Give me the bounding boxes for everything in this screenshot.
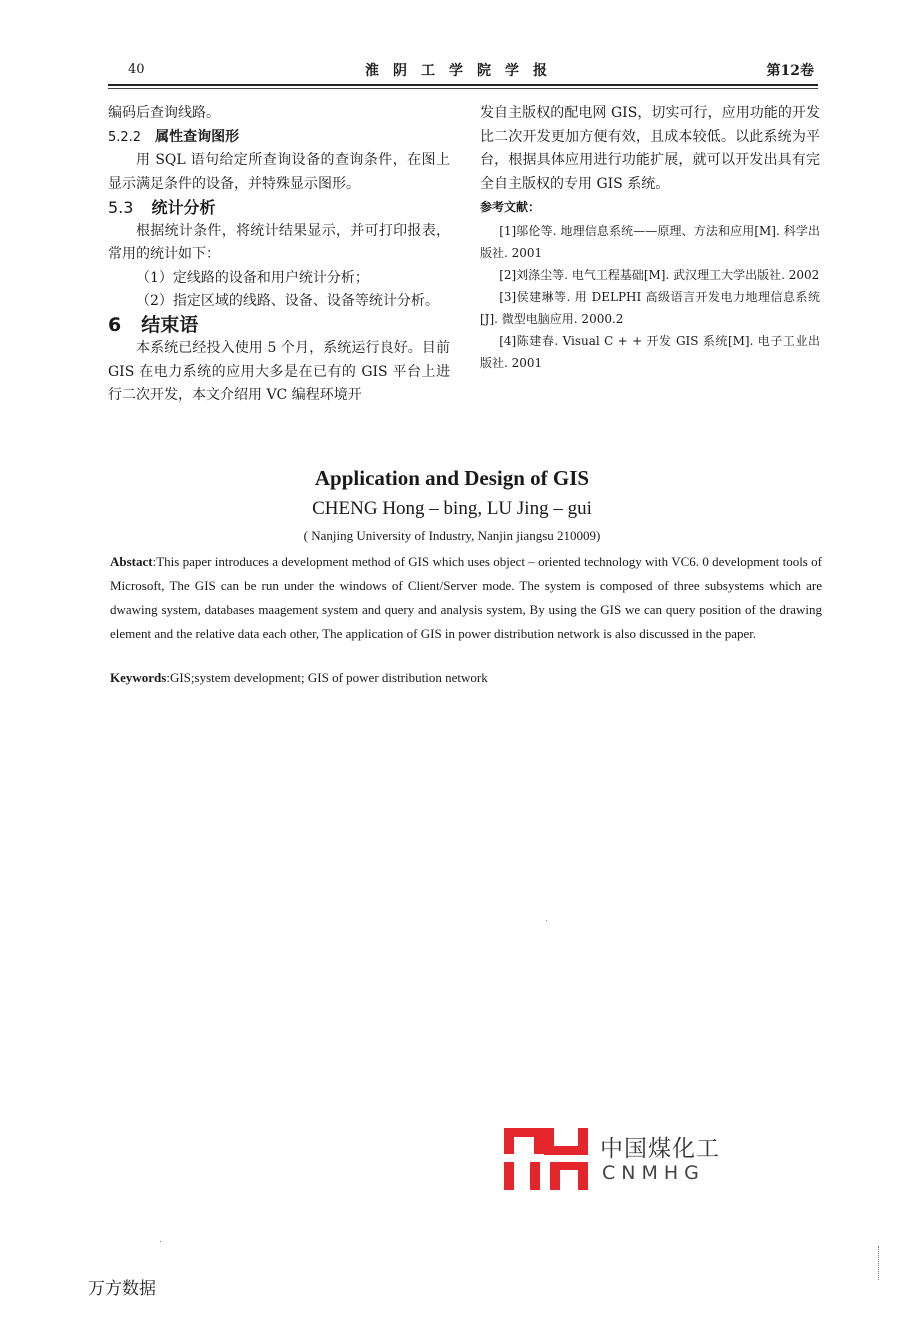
reference-item: [3]侯建琳等. 用 DELPHI 高级语言开发电力地理信息系统[J]. 微型电脑应用. 2000.2	[480, 289, 820, 326]
abstract-text: :This paper introduces a development method of GIS which uses object – oriented technology with VC6. 0 development tools of Microsoft, The GIS can be run under the windows of Client/Server mode. The system is composed of three subsystems which are dwawing system, databases maagement system and query and analysis system, By using the GIS we can query position of the drawing element and the relative data each other, The application of GIS in power distribution network is also discussed in the paper.	[110, 554, 822, 641]
journal-name: 淮阴工学院学报	[365, 63, 561, 79]
header-rule-thin	[108, 88, 818, 89]
english-abstract	[110, 550, 822, 646]
scan-mark	[878, 1246, 880, 1280]
english-authors: CHENG Hong – bing, LU Jing – gui	[312, 498, 592, 519]
continued-line: 编码后查询线路。	[108, 105, 220, 121]
english-keywords	[110, 670, 822, 686]
section-title: 属性查询图形	[155, 128, 240, 145]
reference-item: [1]邬伦等. 地理信息系统——原理、方法和应用[M]. 科学出版社. 2001	[480, 223, 820, 260]
english-title: Application and Design of GIS	[314, 466, 590, 490]
logo-mark-icon	[500, 1126, 592, 1192]
section-5-2-2-heading	[108, 126, 450, 150]
reference-item: [2]刘涤尘等. 电气工程基础[M]. 武汉理工大学出版社. 2002	[499, 267, 820, 282]
running-header	[108, 58, 818, 80]
logo-english-name: CNMHG	[602, 1162, 705, 1184]
left-column	[108, 102, 450, 408]
keywords-label: Keywords	[110, 670, 167, 685]
conclusion-text: 本系统已经投入使用 5 个月，系统运行良好。目前 GIS 在电力系统的应用大多是在已有的 GIS 平台上进行二次开发，本文介绍用 VC 编程环境开	[108, 340, 450, 403]
section-number: 5.3	[108, 198, 134, 217]
english-affiliation: ( Nanjing University of Industry, Nanjin jiangsu 210009)	[303, 528, 601, 543]
volume-label: 第12卷	[766, 63, 814, 79]
section-title: 结束语	[141, 313, 199, 336]
list-item: （1）定线路的设备和用户统计分析；	[136, 269, 369, 286]
section-5-3-text: 根据统计条件，将统计结果显示，并可打印报表，常用的统计如下：	[108, 222, 450, 262]
references-label: 参考文献：	[480, 200, 541, 214]
scan-dot	[546, 920, 547, 921]
header-rule-thick	[108, 84, 818, 86]
page-number: 40	[128, 62, 145, 77]
list-item: （2）指定区域的线路、设备、设备等统计分析。	[136, 293, 439, 309]
section-5-3-heading	[108, 196, 450, 220]
section-6-heading	[108, 314, 450, 338]
section-5-2-2-text: 用 SQL 语句给定所查询设备的查询条件，在图上显示满足条件的设备，并特殊显示图形。	[108, 152, 450, 192]
section-title: 统计分析	[151, 198, 216, 217]
conclusion-continued: 发自主版权的配电网 GIS，切实可行，应用功能的开发比二次开发更加方便有效，且成本较低。以此系统为平台，根据具体应用进行功能扩展，就可以开发出具有完全自主版权的专用 GIS 系统。	[480, 105, 820, 192]
scan-dot	[160, 1241, 161, 1242]
keywords-text: :GIS;system development; GIS of power distribution network	[166, 670, 488, 685]
section-number: 6	[108, 313, 122, 336]
abstract-label: Abstact	[110, 554, 153, 569]
section-number: 5.2.2	[108, 129, 142, 145]
reference-item: [4]陈建春. Visual C + + 开发 GIS 系统[M]. 电子工业出版社. 2001	[480, 333, 820, 370]
logo-chinese-name: 中国煤化工	[600, 1136, 720, 1162]
wanfang-watermark: 万方数据	[88, 1279, 156, 1299]
cnmhg-logo	[500, 1126, 730, 1192]
right-column	[480, 102, 820, 374]
